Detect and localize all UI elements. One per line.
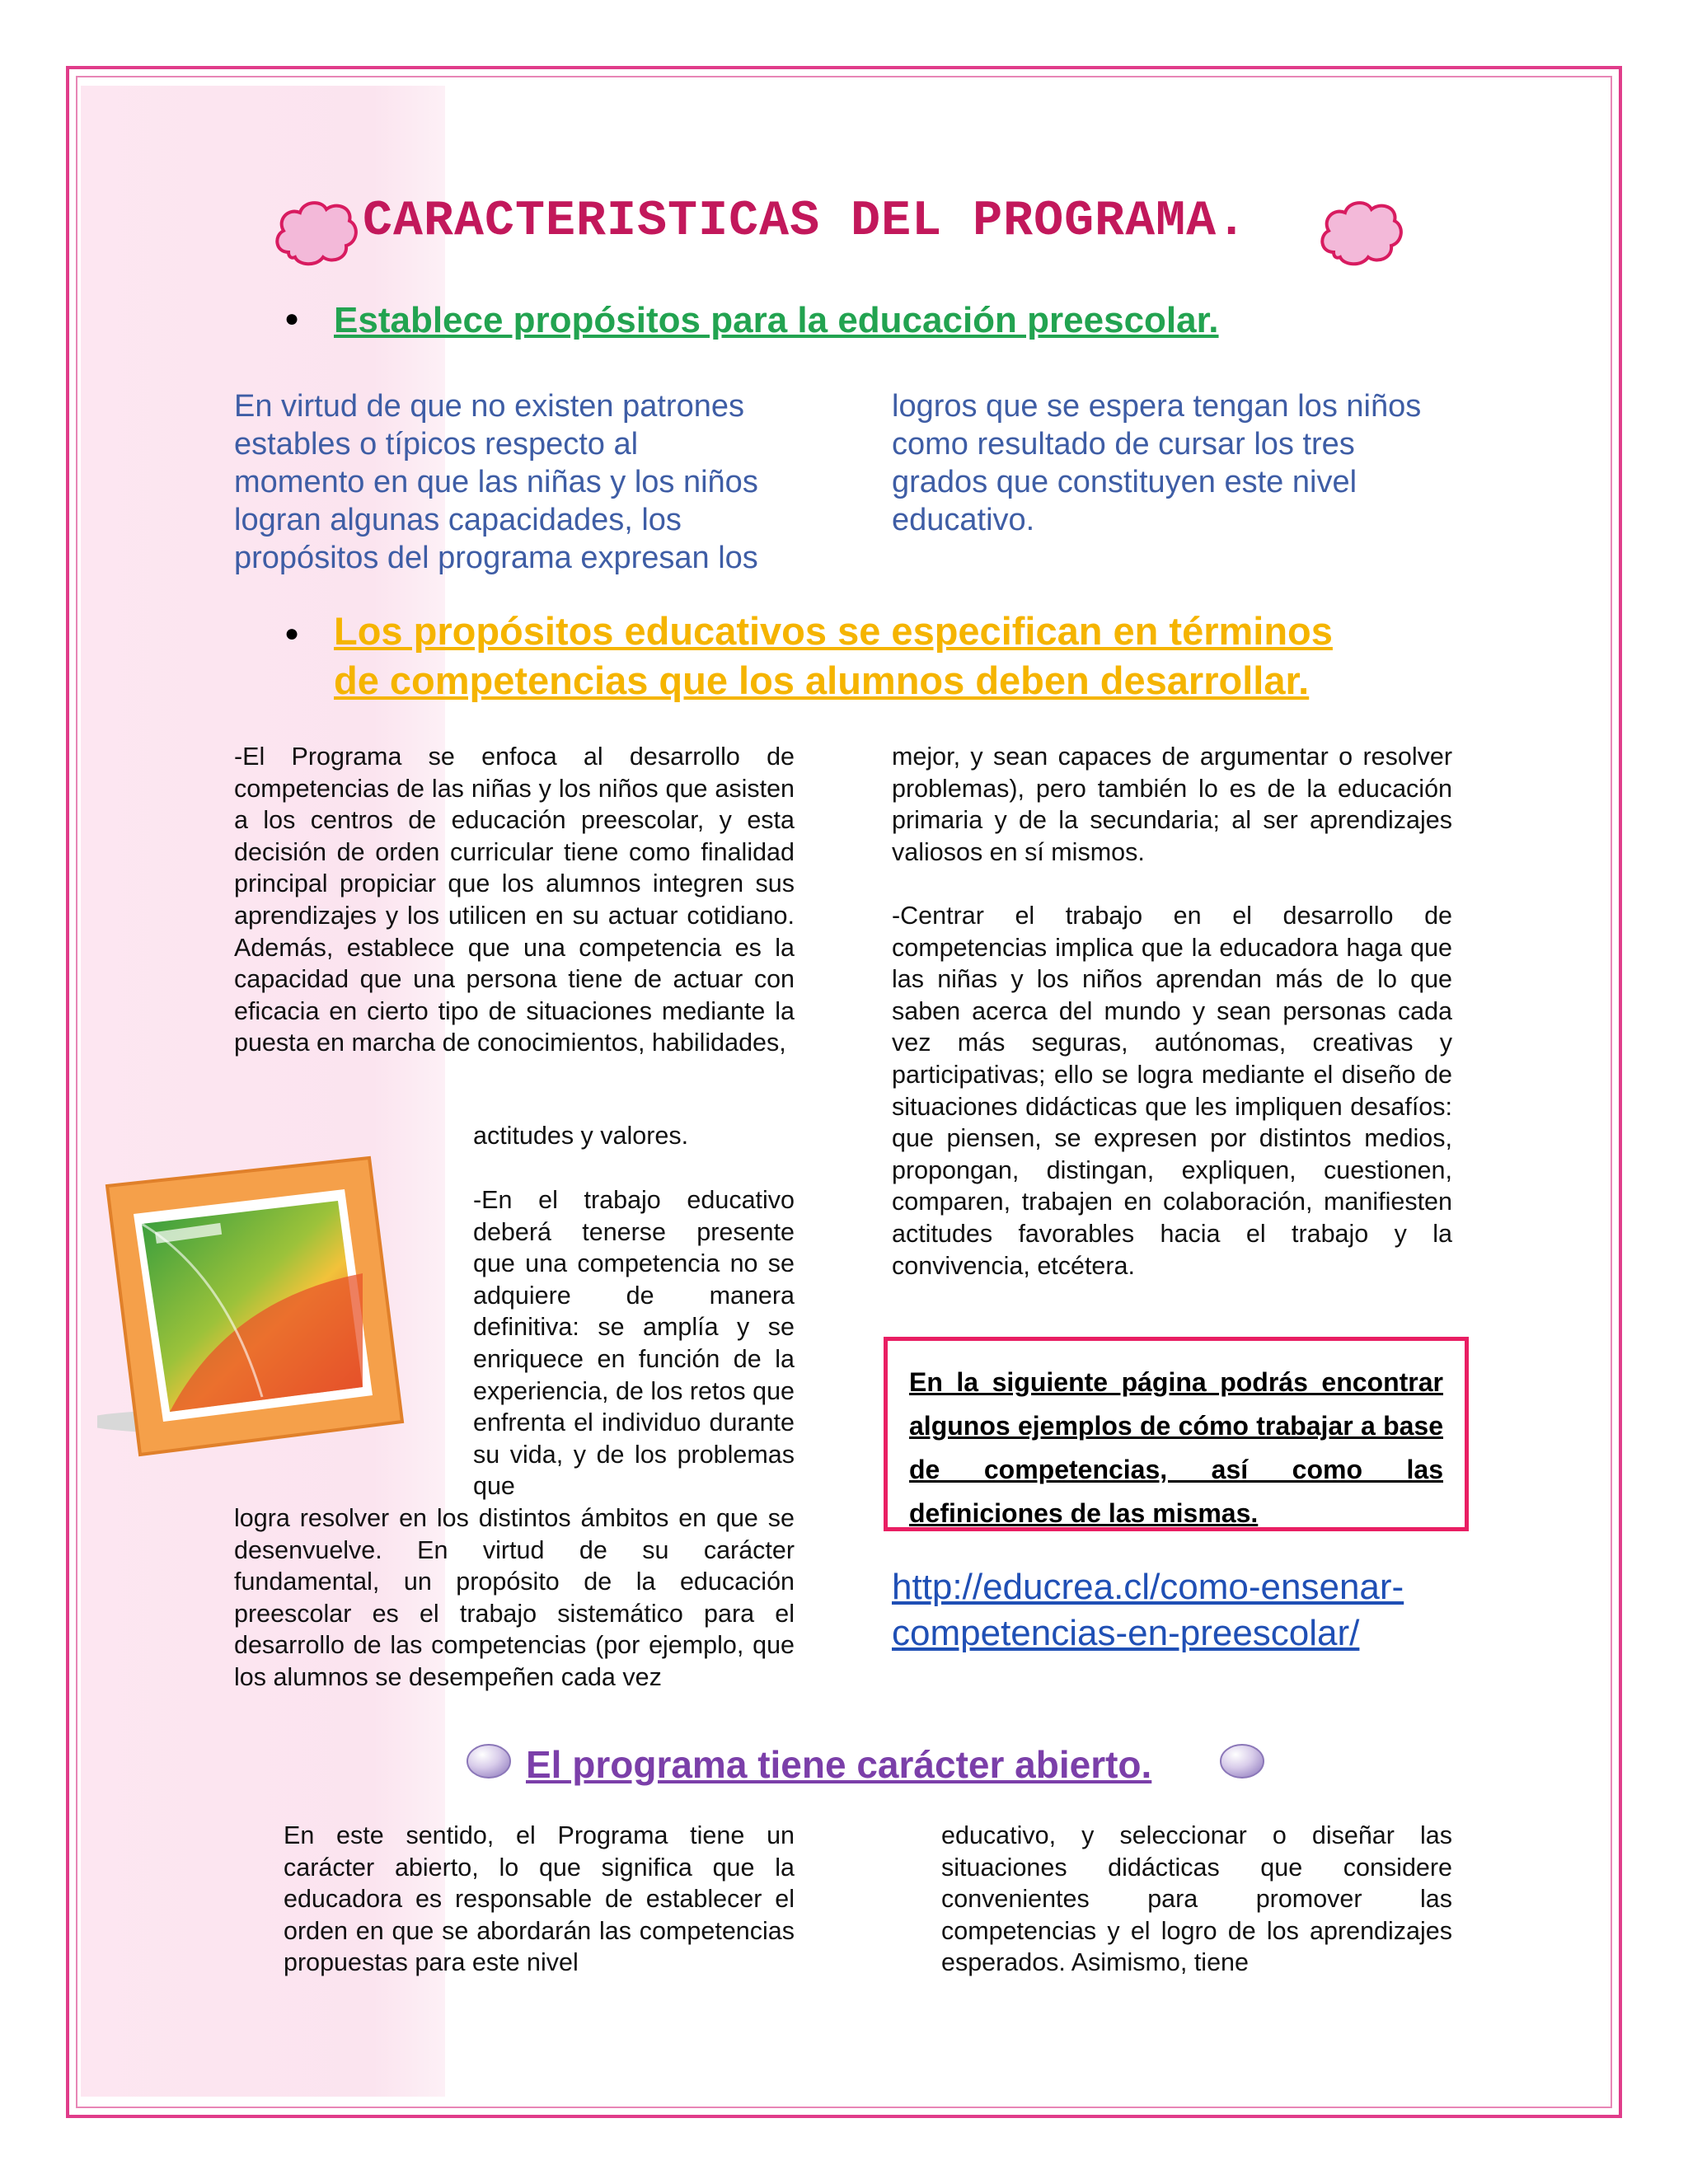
purple-orb-icon [1218,1741,1266,1782]
callout-text: En la siguiente página podrás encontrar algunos ejemplos de cómo trabajar a base de competencias, así como las definiciones de las mismas. [909,1367,1443,1528]
section3-left-paragraph: En este sentido, el Programa tiene un carácter abierto, lo que significa que la educadora es responsable de establecer el orden en que se abordarán las competencias propuestas para este nivel [284,1821,795,1977]
callout-box [884,1337,1469,1531]
text-line: momento en que las niñas y los niños [234,465,758,499]
text-line: logran algunas capacidades, los [234,503,682,537]
section2-right-paragraph-2: -Centrar el trabajo en el desarrollo de competencias implica que la educadora haga que las niñas y los niños aprendan más de lo que saben acerca del mundo y sean personas cada vez más seguras, autónomas, creativas y participativas; ello se logra mediante el diseño de situaciones didácticas que les impliquen desafíos: que piensen, se expresen por distintos medios, propongan, distingan, expliquen, cuestionen, comparen, trabajen en colaboración, manifiesten actitudes favorables hacia el trabajo y la convivencia, etcétera. [892,902,1452,1280]
text-line: como resultado de cursar los tres [892,427,1355,462]
section2-left-paragraph-2: -En el trabajo educativo deberá tenerse presente que una competencia no se adquiere de manera definitiva: se amplía y se enriquece en función de la experiencia, de los retos que enfrenta el individuo durante su vida, y de los problemas que [473,1186,795,1501]
section1-left-column [234,387,811,577]
cloud-icon [272,194,359,270]
purple-orb-icon [465,1741,513,1782]
link-line[interactable]: http://educrea.cl/como-ensenar- [892,1567,1404,1607]
section1-heading: Establece propósitos para la educación preescolar. [334,300,1219,340]
cloud-icon [1317,194,1404,270]
resource-link[interactable] [892,1564,1404,1657]
program-book-image [97,1150,427,1479]
section1-right-column [892,387,1485,539]
section2-left-paragraph-2-cont: logra resolver en los distintos ámbitos en que se desenvuelve. En virtud de su carácter fundamental, un propósito de la educación preescolar es el trabajo sistemático para el desarrollo de las competencias (por ejemplo, que los alumnos se desempeñen cada vez [234,1504,795,1691]
text-line: logros que se espera tengan los niños [892,389,1422,424]
link-line[interactable]: competencias-en-preescolar/ [892,1613,1360,1653]
heading-line: Los propósitos educativos se especifican en términos [334,609,1333,653]
text-line: grados que constituyen este nivel [892,465,1357,499]
page-title: CARACTERISTICAS DEL PROGRAMA. [363,194,1248,250]
bullet-icon: ● [284,305,300,332]
bullet-icon: ● [284,620,300,647]
text-line: En virtud de que no existen patrones [234,389,744,424]
section3-right-paragraph: educativo, y seleccionar o diseñar las situaciones didácticas que considere convenientes para promover las competencias y el logro de los aprendizajes esperados. Asimismo, tiene [941,1821,1452,1977]
section2-right-paragraph-1: mejor, y sean capaces de argumentar o resolver problemas), pero también lo es de la educación primaria y de la secundaria; al ser aprendizajes valiosos en sí mismos. [892,743,1452,866]
section2-left-paragraph-1: -El Programa se enfoca al desarrollo de competencias de las niñas y los niños que asisten a los centros de educación preescolar, y esta decisión de orden curricular tiene como finalidad principal propiciar que los alumnos integren sus aprendizajes y los utilicen en su actuar cotidiano. Además, establece que una competencia es la capacidad que una persona tiene de actuar con eficacia en cierto tipo de situaciones mediante la puesta en marcha de conocimientos, habilidades, [234,743,795,1057]
section3-heading: El programa tiene carácter abierto. [526,1743,1152,1786]
text-line: estables o típicos respecto al [234,427,639,462]
text-line: educativo. [892,503,1035,537]
section2-left-paragraph-1-end: actitudes y valores. [473,1122,689,1150]
text-line: propósitos del programa expresan los [234,541,758,575]
section2-heading [334,607,1488,705]
heading-line: de competencias que los alumnos deben desarrollar. [334,658,1310,702]
